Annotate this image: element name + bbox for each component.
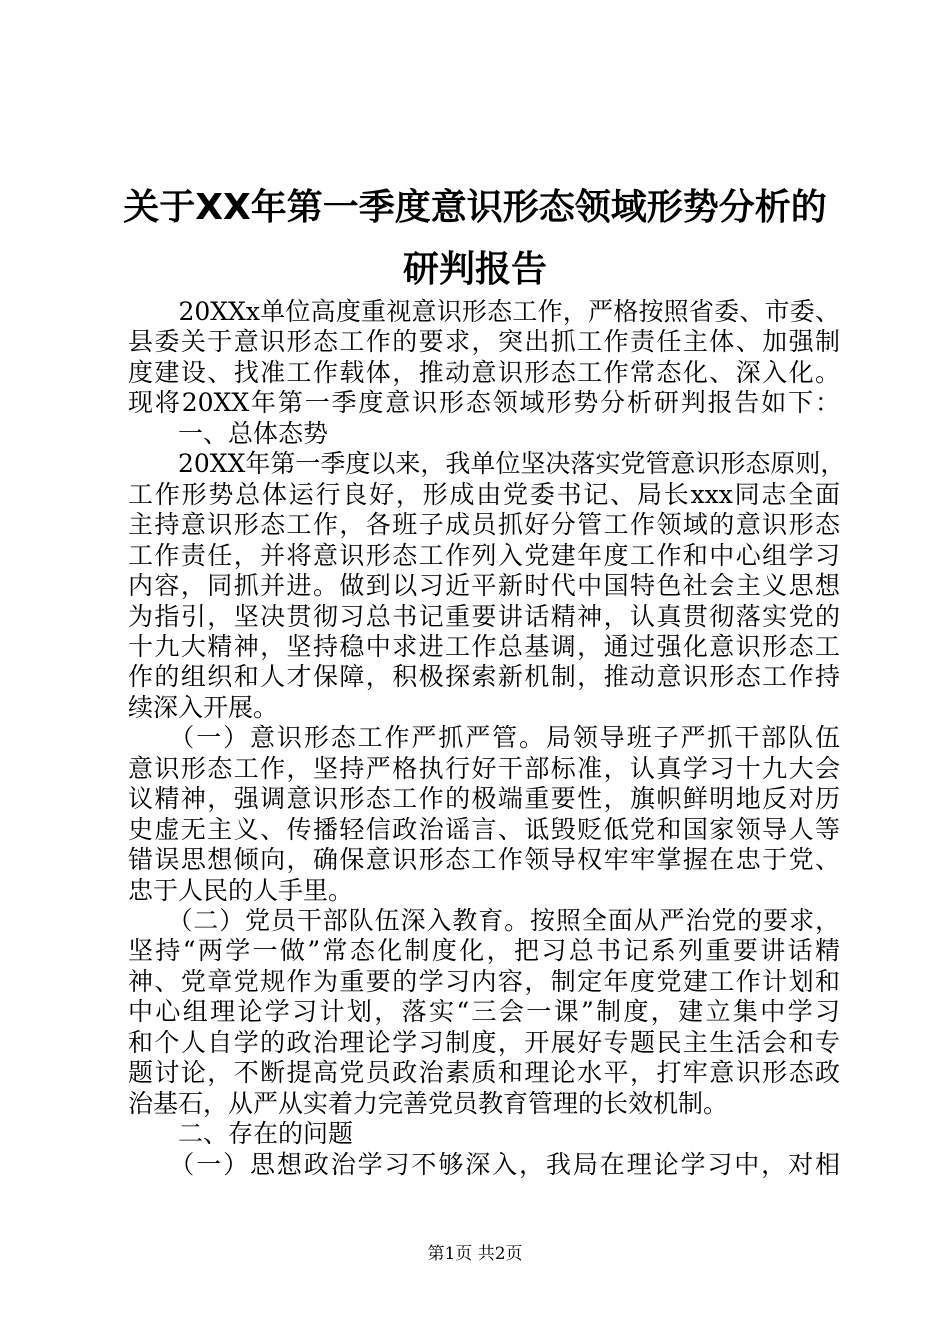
body-text-line: （一）意识形态工作严抓严管。局领导班子严抓干部队伍 — [128, 723, 840, 753]
body-text-line: （二）党员干部队伍深入教育。按照全面从严治党的要求， — [128, 906, 840, 935]
body-text-line: 中心组理论学习计划，落实“三会一课”制度，建立集中学习 — [128, 997, 840, 1027]
body-text-line: 坚持“两学一做”常态化制度化，把习总书记系列重要讲话精 — [128, 936, 840, 966]
body-text-line: 一、总体态势 — [128, 418, 329, 448]
body-text-line: 错误思想倾向，确保意识形态工作领导权牢牢掌握在忠于党、 — [128, 845, 840, 875]
body-text-line: 工作形势总体运行良好，形成由党委书记、局长xxx同志全面 — [128, 479, 840, 509]
body-text-line: 十九大精神，坚持稳中求进工作总基调，通过强化意识形态工 — [128, 632, 840, 661]
body-text-line: 主持意识形态工作，各班子成员抓好分管工作领域的意识形态 — [128, 510, 840, 540]
body-text-line: （一）思想政治学习不够深入，我局在理论学习中，对相 — [128, 1149, 840, 1179]
body-text-line: 意识形态工作，坚持严格执行好干部标准，认真学习十九大会 — [128, 753, 840, 783]
body-text-line: 内容，同抓并进。做到以习近平新时代中国特色社会主义思想 — [128, 571, 840, 600]
body-text-line: 议精神，强调意识形态工作的极端重要性，旗帜鲜明地反对历 — [128, 784, 840, 814]
body-text-line: 续深入开展。 — [128, 692, 279, 722]
document-title-line-1: 关于XX年第一季度意识形态领域形势分析的 — [123, 187, 827, 228]
body-text-line: 治基石，从严从实着力完善党员教育管理的长效机制。 — [128, 1088, 729, 1118]
body-text-line: 忠于人民的人手里。 — [128, 875, 354, 905]
document-title-line-2: 研判报告 — [402, 249, 547, 290]
page-footer: 第1页 共2页 — [427, 1244, 523, 1264]
body-text-line: 神、党章党规作为重要的学习内容，制定年度党建工作计划和 — [128, 966, 840, 996]
body-text-line: 和个人自学的政治理论学习制度，开展好专题民主生活会和专 — [128, 1027, 840, 1057]
body-text-line: 现将20XX年第一季度意识形态领域形势分析研判报告如下： — [128, 388, 840, 418]
body-text-line: 20XXx单位高度重视意识形态工作，严格按照省委、市委、 — [128, 297, 840, 326]
body-text-line: 二、存在的问题 — [128, 1119, 354, 1149]
body-text-line: 度建设、找准工作载体，推动意识形态工作常态化、深入化。 — [128, 357, 840, 387]
body-text-line: 为指引，坚决贯彻习总书记重要讲话精神，认真贯彻落实党的 — [128, 601, 840, 631]
body-text-line: 工作责任，并将意识形态工作列入党建年度工作和中心组学习 — [128, 540, 840, 570]
body-text-line: 史虚无主义、传播轻信政治谣言、诋毁贬低党和国家领导人等 — [128, 814, 840, 844]
body-text-line: 20XX年第一季度以来，我单位坚决落实党管意识形态原则， — [128, 449, 846, 479]
body-text-line: 作的组织和人才保障，积极探索新机制，推动意识形态工作持 — [128, 662, 840, 692]
body-text-line: 县委关于意识形态工作的要求，突出抓工作责任主体、加强制 — [128, 327, 840, 357]
body-text-line: 题讨论，不断提高党员政治素质和理论水平，打牢意识形态政 — [128, 1058, 840, 1088]
